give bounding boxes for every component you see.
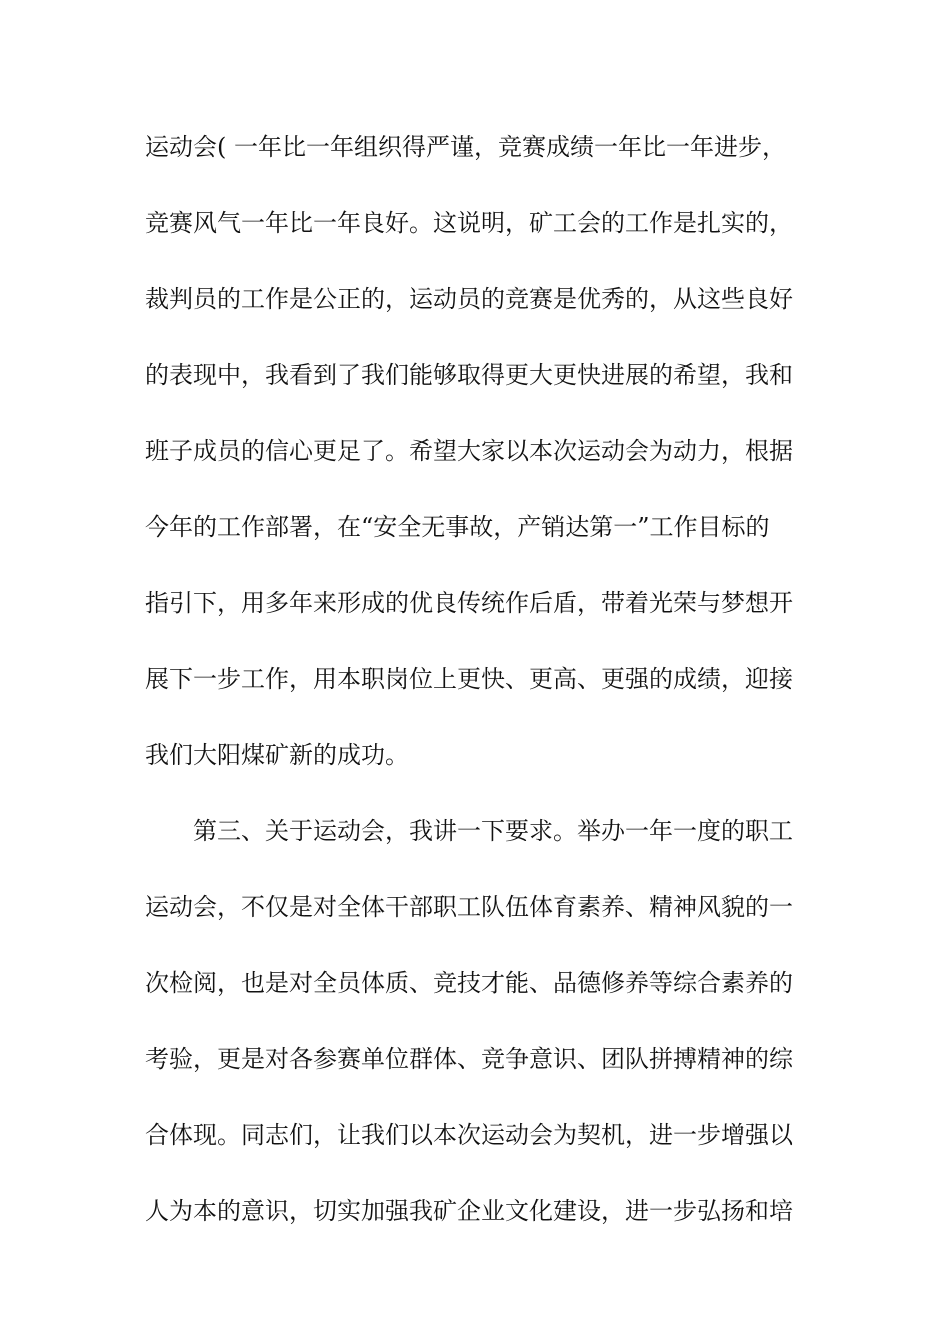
text-line: 班子成员的信心更足了。希望大家以本次运动会为动力，根据 [145,437,793,465]
text-line: 裁判员的工作是公正的，运动员的竞赛是优秀的，从这些良好 [145,285,793,313]
text-line: 指引下，用多年来形成的优良传统作后盾，带着光荣与梦想开 [145,589,793,617]
text-line: 考验，更是对各参赛单位群体、竞争意识、团队拼搏精神的综 [145,1045,793,1073]
text-line: 次检阅，也是对全员体质、竞技才能、品德修养等综合素养的 [145,969,793,997]
paragraph-start-line: 第三、关于运动会，我讲一下要求。举办一年一度的职工 [193,817,793,845]
text-line: 人为本的意识，切实加强我矿企业文化建设，进一步弘扬和培 [145,1197,793,1225]
text-line: 运动会，不仅是对全体干部职工队伍体育素养、精神风貌的一 [145,893,793,921]
text-line: 今年的工作部署，在“安全无事故，产销达第一”工作目标的 [145,513,770,541]
text-line: 运动会( 一年比一年组织得严谨，竞赛成绩一年比一年进步， [145,133,786,161]
text-line: 合体现。同志们，让我们以本次运动会为契机，进一步增强以 [145,1121,793,1149]
text-line: 展下一步工作，用本职岗位上更快、更高、更强的成绩，迎接 [145,665,793,693]
text-line: 的表现中，我看到了我们能够取得更大更快进展的希望，我和 [145,361,793,389]
text-line: 竞赛风气一年比一年良好。这说明，矿工会的工作是扎实的， [145,209,793,237]
document-body [145,128,825,1268]
text-line: 我们大阳煤矿新的成功。 [145,741,409,769]
